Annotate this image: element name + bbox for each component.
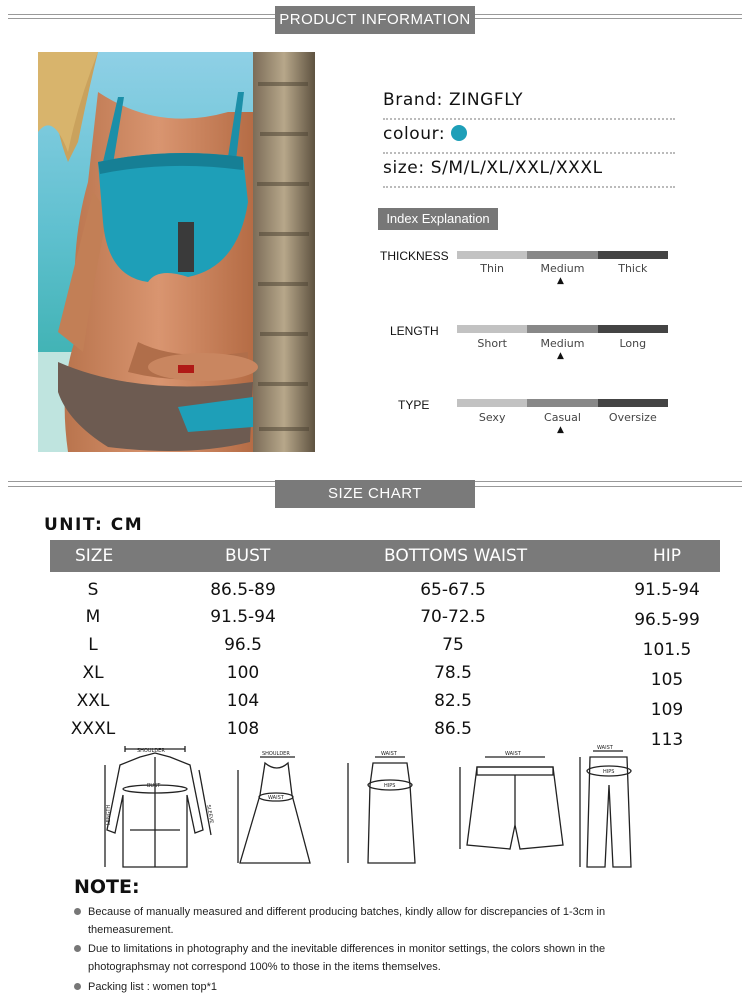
dotted-divider [383, 152, 675, 154]
cell-size: XL [82, 663, 104, 683]
option-sexy: Sexy [478, 411, 506, 424]
cell-hip: 91.5-94 [634, 580, 700, 600]
waist-label: WAIST [597, 745, 613, 751]
cell-bust: 104 [226, 691, 260, 711]
length-options [457, 337, 668, 350]
waist-label: WAIST [268, 795, 284, 801]
thickness-label: THICKNESS [380, 249, 449, 263]
cell-hip: 105 [650, 670, 684, 690]
pants-diagram [575, 745, 645, 875]
cell-waist: 82.5 [434, 691, 472, 711]
size-line [383, 158, 675, 184]
hips-label: HIPS [603, 769, 615, 775]
cell-hip: 113 [650, 730, 684, 750]
thickness-options [457, 262, 668, 275]
product-photo [38, 52, 315, 452]
size-text: size: S/M/L/XL/XXL/XXXL [383, 158, 603, 178]
note-item: Packing list : women top*1 [74, 978, 674, 996]
cell-waist: 86.5 [434, 719, 472, 739]
dress-diagram [230, 745, 320, 875]
option-oversize: Oversize [608, 411, 657, 424]
length-scale [457, 325, 668, 333]
option-medium: Medium [540, 262, 585, 275]
option-long: Long [619, 337, 647, 350]
col-bust: BUST [225, 546, 271, 566]
col-size: SIZE [75, 546, 114, 566]
bust-label: BUST [147, 783, 161, 789]
option-thick: Thick [618, 262, 648, 275]
cell-size: XXL [76, 691, 110, 711]
cell-bust: 86.5-89 [210, 580, 276, 600]
waist-label: WAIST [381, 751, 397, 757]
cell-hip: 96.5-99 [634, 610, 700, 630]
length-label: LENGTH [390, 324, 439, 338]
cell-hip: 109 [650, 700, 684, 720]
cell-size: L [88, 635, 98, 655]
colour-label: colour: [383, 124, 446, 144]
coat-diagram [95, 745, 220, 875]
type-label: TYPE [398, 398, 430, 412]
cell-waist: 75 [442, 635, 464, 655]
cell-size: XXXL [70, 719, 116, 739]
selected-marker-icon: ▲ [557, 351, 564, 361]
size-chart-banner: SIZE CHART [275, 480, 475, 508]
type-options [457, 411, 668, 424]
index-explanation-banner: Index Explanation [378, 208, 498, 230]
cell-waist: 78.5 [434, 663, 472, 683]
brand-line [383, 90, 675, 116]
brand-text: Brand: ZINGFLY [383, 90, 524, 110]
colour-swatch[interactable] [451, 125, 467, 141]
option-thin: Thin [480, 262, 505, 275]
shoulder-label: SHOULDER [137, 748, 165, 754]
col-hip: HIP [653, 546, 682, 566]
type-scale [457, 399, 668, 407]
option-casual: Casual [544, 411, 581, 424]
dotted-divider [383, 118, 675, 120]
cell-waist: 70-72.5 [420, 607, 486, 627]
selected-marker-icon: ▲ [557, 425, 564, 435]
option-medium: Medium [540, 337, 585, 350]
colour-line [383, 124, 675, 150]
length-label: LENGTH [106, 804, 112, 825]
cell-hip: 101.5 [642, 640, 692, 660]
skirt-diagram [340, 745, 430, 875]
cell-waist: 65-67.5 [420, 580, 486, 600]
note-item: Because of manually measured and different producing batches, kindly allow for discrepancies of 1-3cm in themeasurement. [74, 903, 674, 939]
bullet-icon [74, 945, 81, 952]
sleeve-label: SLEEVE [205, 804, 215, 824]
cell-size: S [87, 580, 99, 600]
cell-bust: 108 [226, 719, 260, 739]
dotted-divider [383, 186, 675, 188]
product-information-banner: PRODUCT INFORMATION [275, 6, 475, 34]
cell-bust: 96.5 [224, 635, 262, 655]
col-bottoms-waist: BOTTOMS WAIST [384, 546, 528, 566]
shorts-diagram [455, 745, 575, 875]
size-table-header [50, 540, 720, 572]
unit-label: UNIT: CM [44, 515, 144, 535]
waist-label: WAIST [505, 751, 521, 757]
cell-bust: 91.5-94 [210, 607, 276, 627]
shoulder-label: SHOULDER [262, 751, 290, 757]
hips-label: HIPS [384, 783, 396, 789]
note-item: Due to limitations in photography and the inevitable differences in monitor settings, the colors shown in the photographsmay not correspond 100% to those in the items themselves. [74, 940, 674, 976]
cell-bust: 100 [226, 663, 260, 683]
option-short: Short [477, 337, 507, 350]
cell-size: M [85, 607, 101, 627]
note-title: NOTE: [74, 876, 140, 898]
bullet-icon [74, 983, 81, 990]
bullet-icon [74, 908, 81, 915]
thickness-scale [457, 251, 668, 259]
selected-marker-icon: ▲ [557, 276, 564, 286]
